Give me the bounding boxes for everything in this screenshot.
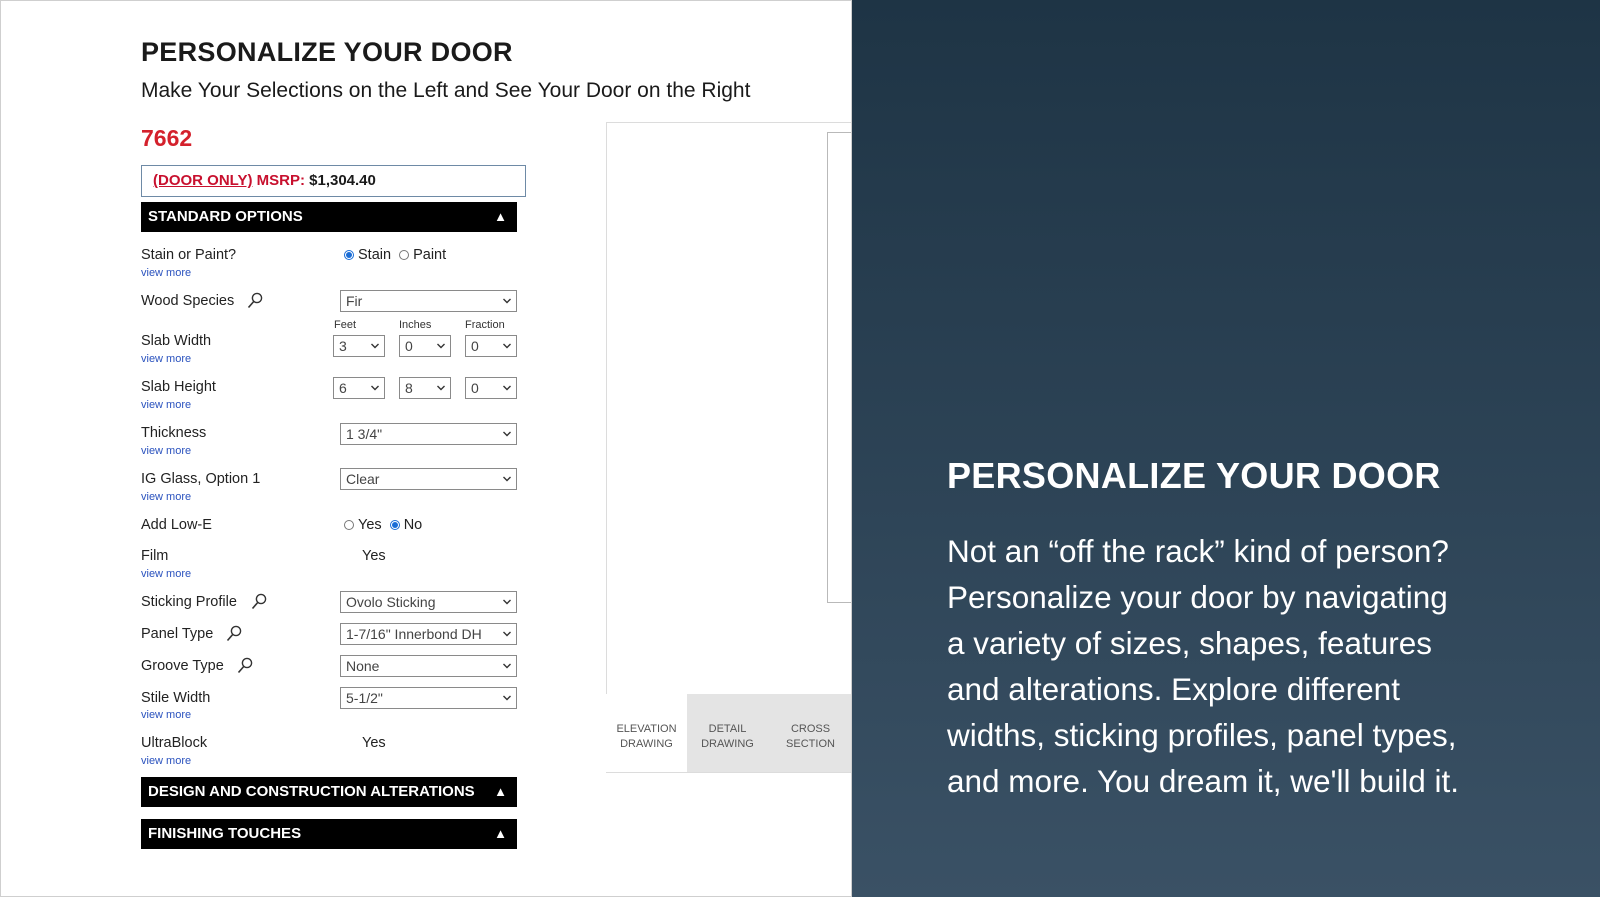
promo-body-line: a variety of sizes, shapes, features [947, 625, 1432, 661]
finishing-touches-title: FINISHING TOUCHES [148, 825, 302, 842]
stain-or-paint-label: Stain or Paint? [141, 247, 237, 263]
low-e-no-radio[interactable] [390, 520, 400, 530]
groove-type-value: None [346, 658, 380, 674]
finishing-touches-header[interactable] [141, 819, 517, 849]
tab-detail-drawing[interactable] [687, 694, 768, 772]
groove-type-select[interactable] [340, 655, 517, 677]
slab-width-fraction-select[interactable] [465, 335, 517, 357]
wood-species-select[interactable] [340, 290, 517, 312]
promo-body-line: and more. You dream it, we'll build it. [947, 763, 1460, 799]
slab-height-feet-value: 6 [339, 380, 347, 396]
stain-radio[interactable] [344, 250, 354, 260]
view-more-link-thickness[interactable]: view more [141, 445, 192, 457]
chevron-down-icon [370, 378, 380, 398]
view-more-link-stile-width[interactable]: view more [141, 709, 192, 721]
paint-radio[interactable] [399, 250, 409, 260]
ig-glass-select[interactable] [340, 468, 517, 490]
chevron-down-icon [436, 336, 446, 356]
groove-type-label: Groove Type [141, 658, 224, 674]
low-e-label: Add Low-E [141, 517, 212, 533]
chevron-down-icon [502, 592, 512, 612]
tab-detail-line1: DETAIL [708, 723, 747, 735]
thickness-value: 1 3/4" [346, 426, 383, 442]
ig-glass-value: Clear [346, 471, 380, 487]
tab-elevation-line1: ELEVATION [616, 723, 677, 735]
door-preview-area [606, 122, 852, 773]
slab-width-feet-select[interactable] [333, 335, 385, 357]
chevron-down-icon [502, 688, 512, 708]
slab-width-fraction-value: 0 [471, 338, 479, 354]
msrp-price: $1,304.40 [309, 172, 376, 189]
slab-width-inches-value: 0 [405, 338, 413, 354]
slab-height-inches-value: 8 [405, 380, 413, 396]
fraction-column-label: Fraction [465, 319, 505, 331]
design-alterations-header[interactable] [141, 777, 517, 807]
triangle-up-icon: ▲ [494, 826, 507, 841]
panel-type-label: Panel Type [141, 626, 214, 642]
thickness-label: Thickness [141, 425, 207, 441]
chevron-down-icon [370, 336, 380, 356]
page-title: PERSONALIZE YOUR DOOR [141, 37, 513, 67]
tab-detail-line2: DRAWING [701, 738, 754, 750]
view-more-link-ultrablock[interactable]: view more [141, 755, 192, 767]
view-more-link-slab-width[interactable]: view more [141, 353, 192, 365]
door-drawing-frame [827, 132, 852, 603]
chevron-down-icon [502, 378, 512, 398]
low-e-no-label: No [403, 517, 423, 533]
design-alterations-title: DESIGN AND CONSTRUCTION ALTERATIONS [148, 783, 475, 800]
triangle-up-icon: ▲ [494, 209, 507, 224]
model-number: 7662 [141, 125, 193, 151]
promo-body-line: and alterations. Explore different [947, 671, 1400, 707]
view-more-link-slab-height[interactable]: view more [141, 399, 192, 411]
msrp-box [141, 165, 526, 197]
chevron-down-icon [502, 291, 512, 311]
bottom-margin [0, 897, 1600, 920]
magnifier-icon[interactable] [237, 657, 253, 674]
low-e-yes-radio[interactable] [344, 520, 354, 530]
sticking-profile-select[interactable] [340, 591, 517, 613]
wood-species-value: Fir [346, 293, 363, 309]
chevron-down-icon [502, 656, 512, 676]
slab-height-feet-select[interactable] [333, 377, 385, 399]
chevron-down-icon [502, 469, 512, 489]
low-e-yes-label: Yes [358, 517, 382, 533]
chevron-down-icon [436, 378, 446, 398]
view-more-link-film[interactable]: view more [141, 568, 192, 580]
feet-column-label: Feet [334, 319, 357, 331]
inches-column-label: Inches [399, 319, 432, 331]
chevron-down-icon [502, 424, 512, 444]
tab-elevation-line2: DRAWING [620, 738, 673, 750]
slab-height-label: Slab Height [141, 379, 216, 395]
slab-height-inches-select[interactable] [399, 377, 451, 399]
stain-radio-label: Stain [358, 247, 392, 263]
stile-width-value: 5-1/2" [346, 690, 383, 706]
promo-title: PERSONALIZE YOUR DOOR [947, 455, 1441, 496]
standard-options-header[interactable] [141, 202, 517, 232]
film-label: Film [141, 548, 169, 564]
magnifier-icon[interactable] [247, 292, 263, 309]
sticking-profile-label: Sticking Profile [141, 594, 237, 610]
panel-type-value: 1-7/16" Innerbond DH [346, 626, 482, 642]
view-more-link-stain[interactable]: view more [141, 267, 192, 279]
standard-options-title: STANDARD OPTIONS [148, 208, 303, 225]
tab-cross-line1: CROSS [790, 723, 831, 735]
stile-width-select[interactable] [340, 687, 517, 709]
promo-body-line: widths, sticking profiles, panel types, [947, 717, 1457, 753]
door-only-link[interactable]: (DOOR ONLY) [153, 172, 253, 189]
slab-width-label: Slab Width [141, 333, 212, 349]
panel-type-select[interactable] [340, 623, 517, 645]
slab-width-feet-value: 3 [339, 338, 347, 354]
wood-species-label: Wood Species [141, 293, 235, 309]
ultrablock-value: Yes [362, 735, 386, 751]
slab-height-fraction-select[interactable] [465, 377, 517, 399]
tab-cross-section[interactable] [768, 694, 852, 772]
msrp-label: MSRP: [256, 172, 305, 189]
low-e-radio-group [344, 517, 422, 533]
thickness-select[interactable] [340, 423, 517, 445]
page-subtitle: Make Your Selections on the Left and See Your Door on the Right [141, 79, 751, 102]
film-value: Yes [362, 548, 386, 564]
paint-radio-label: Paint [413, 247, 447, 263]
promo-body-line: Personalize your door by navigating [947, 579, 1448, 615]
sticking-profile-value: Ovolo Sticking [346, 594, 436, 610]
chevron-down-icon [502, 624, 512, 644]
ultrablock-label: UltraBlock [141, 735, 208, 751]
triangle-up-icon: ▲ [494, 784, 507, 799]
stile-width-label: Stile Width [141, 690, 211, 706]
tab-elevation-drawing[interactable] [606, 694, 687, 772]
slab-width-inches-select[interactable] [399, 335, 451, 357]
stain-paint-radio-group [344, 247, 446, 263]
ig-glass-label: IG Glass, Option 1 [141, 471, 261, 487]
chevron-down-icon [502, 336, 512, 356]
magnifier-icon[interactable] [226, 625, 242, 642]
slab-height-fraction-value: 0 [471, 380, 479, 396]
magnifier-icon[interactable] [251, 593, 267, 610]
promo-body-line: Not an “off the rack” kind of person? [947, 533, 1449, 569]
view-more-link-ig-glass[interactable]: view more [141, 491, 192, 503]
tab-cross-line2: SECTION [786, 738, 835, 750]
promo-body [947, 528, 1547, 804]
